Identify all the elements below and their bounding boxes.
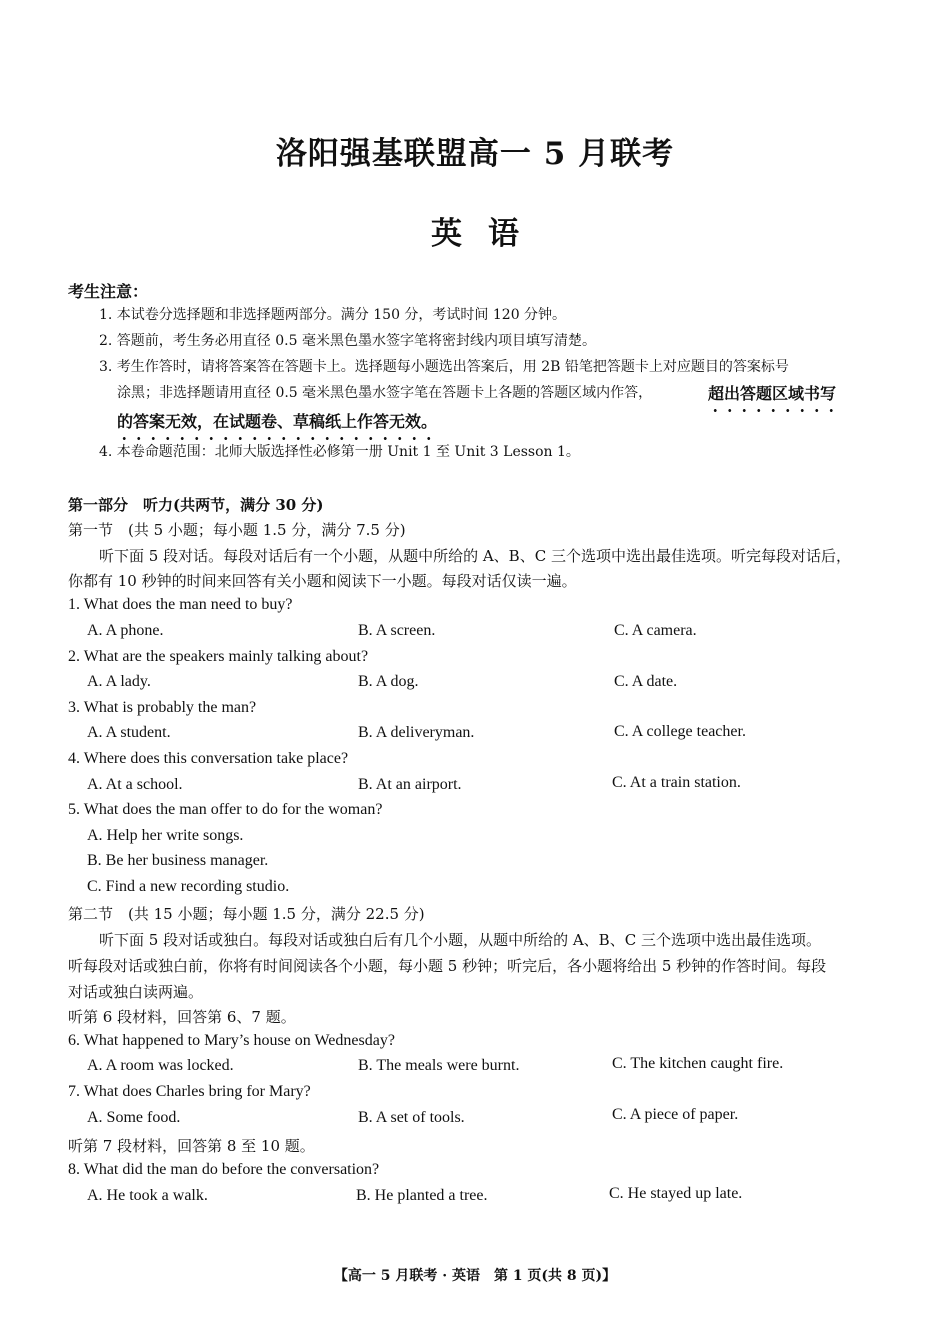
question-3-option-c: C. A college teacher. bbox=[614, 723, 746, 740]
section2-heading: 第二节 (共 15 小题；每小题 1.5 分，满分 22.5 分) bbox=[68, 905, 425, 923]
question-2-option-a: A. A lady. bbox=[87, 673, 151, 690]
question-2-option-c: C. A date. bbox=[614, 673, 678, 690]
notice-item-3-cont: 涂黑；非选择题请用直径 0.5 毫米黑色墨水签字笔在答题卡上各题的答题区域内作答， bbox=[117, 385, 653, 401]
question-7-option-a: A. Some food. bbox=[87, 1109, 181, 1126]
question-4-option-a: A. At a school. bbox=[87, 776, 183, 793]
question-7-stem: 7. What does Charles bring for Mary? bbox=[68, 1083, 311, 1100]
section1-heading: 第一节 (共 5 小题；每小题 1.5 分，满分 7.5 分) bbox=[68, 521, 406, 539]
question-1-stem: 1. What does the man need to buy? bbox=[68, 596, 293, 613]
page-footer: 【高一 5 月联考 · 英语 第 1 页(共 8 页)】 bbox=[333, 1268, 617, 1284]
section2-instruction-2: 听每段对话或独白前，你将有时间阅读各个小题，每小题 5 秒钟；听完后，各小题将给出 5 秒钟的作答时间。每段 bbox=[68, 957, 827, 975]
emphasis-dots bbox=[708, 408, 836, 413]
question-8-stem: 8. What did the man do before the conversation? bbox=[68, 1161, 380, 1178]
question-8-option-c: C. He stayed up late. bbox=[609, 1185, 743, 1202]
question-1-option-b: B. A screen. bbox=[358, 622, 436, 639]
question-4-option-b: B. At an airport. bbox=[358, 776, 462, 793]
question-7-option-c: C. A piece of paper. bbox=[612, 1106, 739, 1123]
question-5-stem: 5. What does the man offer to do for the woman? bbox=[68, 801, 383, 818]
question-6-option-b: B. The meals were burnt. bbox=[358, 1057, 520, 1074]
question-8-option-a: A. He took a walk. bbox=[87, 1187, 208, 1204]
material-6-heading: 听第 6 段材料，回答第 6、7 题。 bbox=[68, 1008, 296, 1026]
section1-instruction-2: 你都有 10 秒钟的时间来回答有关小题和阅读下一小题。每段对话仅读一遍。 bbox=[68, 572, 577, 590]
section2-instruction-3: 对话或独白读两遍。 bbox=[68, 983, 204, 1001]
notice-heading: 考生注意： bbox=[68, 282, 149, 301]
question-6-option-c: C. The kitchen caught fire. bbox=[612, 1055, 784, 1072]
notice-item-3: 3. 考生作答时，请将答案答在答题卡上。选择题每小题选出答案后，用 2B 铅笔把答题卡上对应题目的答案标号 bbox=[99, 359, 789, 375]
notice-item-2: 2. 答题前，考生务必用直径 0.5 毫米黑色墨水签字笔将密封线内项目填写清楚。 bbox=[99, 333, 596, 349]
page-title: 洛阳强基联盟高一 5 月联考 bbox=[275, 136, 675, 172]
question-1-option-c: C. A camera. bbox=[614, 622, 697, 639]
question-6-option-a: A. A room was locked. bbox=[87, 1057, 234, 1074]
section2-instruction-1: 听下面 5 段对话或独白。每段对话或独白后有几个小题，从题中所给的 A、B、C 三个选项中选出最佳选项。 bbox=[99, 931, 821, 949]
question-5-option-c: C. Find a new recording studio. bbox=[87, 878, 290, 895]
question-3-option-b: B. A deliveryman. bbox=[358, 724, 475, 741]
notice-item-4: 4. 本卷命题范围：北师大版选择性必修第一册 Unit 1 至 Unit 3 Lesson 1。 bbox=[99, 444, 580, 460]
question-4-stem: 4. Where does this conversation take place? bbox=[68, 750, 349, 767]
part1-heading: 第一部分 听力(共两节，满分 30 分) bbox=[68, 496, 324, 514]
question-4-option-c: C. At a train station. bbox=[612, 774, 741, 791]
notice-emphasis-1: 超出答题区域书写 bbox=[708, 381, 836, 404]
material-7-heading: 听第 7 段材料，回答第 8 至 10 题。 bbox=[68, 1137, 315, 1155]
notice-emphasis-2: 的答案无效，在试题卷、草稿纸上作答无效。 bbox=[117, 409, 437, 432]
question-6-stem: 6. What happened to Mary’s house on Wednesday? bbox=[68, 1032, 395, 1049]
question-8-option-b: B. He planted a tree. bbox=[356, 1187, 488, 1204]
question-3-option-a: A. A student. bbox=[87, 724, 171, 741]
question-7-option-b: B. A set of tools. bbox=[358, 1109, 465, 1126]
question-5-option-a: A. Help her write songs. bbox=[87, 827, 244, 844]
subject-title: 英语 bbox=[431, 216, 545, 252]
question-2-option-b: B. A dog. bbox=[358, 673, 419, 690]
question-2-stem: 2. What are the speakers mainly talking about? bbox=[68, 648, 369, 665]
section1-instruction-1: 听下面 5 段对话。每段对话后有一个小题，从题中所给的 A、B、C 三个选项中选出最佳选项。听完每段对话后， bbox=[99, 547, 851, 565]
question-3-stem: 3. What is probably the man? bbox=[68, 699, 257, 716]
notice-item-1: 1. 本试卷分选择题和非选择题两部分。满分 150 分，考试时间 120 分钟。 bbox=[99, 307, 567, 323]
question-5-option-b: B. Be her business manager. bbox=[87, 852, 269, 869]
question-1-option-a: A. A phone. bbox=[87, 622, 164, 639]
